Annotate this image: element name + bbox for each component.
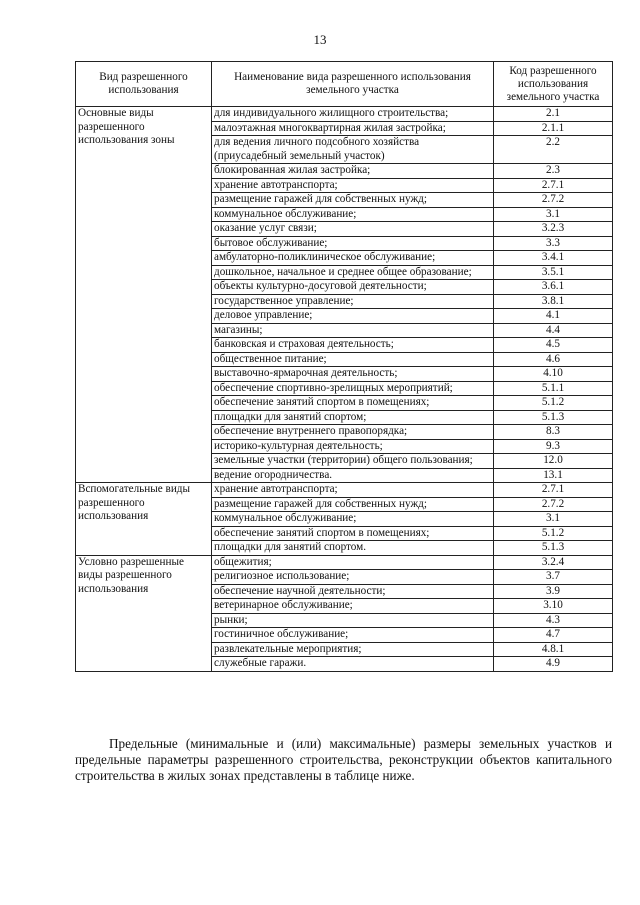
use-code-cell: 5.1.2 bbox=[494, 396, 613, 411]
use-code-cell: 12.0 bbox=[494, 454, 613, 469]
use-name-cell: обеспечение занятий спортом в помещениях; bbox=[212, 526, 494, 541]
table-row bbox=[76, 483, 613, 498]
use-code-cell: 3.3 bbox=[494, 236, 613, 251]
table-row bbox=[76, 107, 613, 122]
use-code-cell: 2.7.2 bbox=[494, 497, 613, 512]
use-name-cell: магазины; bbox=[212, 323, 494, 338]
page-number: 13 bbox=[313, 32, 327, 47]
use-code-cell: 4.7 bbox=[494, 628, 613, 643]
category-cell: Условно разрешенные виды разрешенного использования bbox=[76, 555, 212, 671]
use-name-cell: общежития; bbox=[212, 555, 494, 570]
table-row bbox=[76, 555, 613, 570]
use-code-cell: 2.7.2 bbox=[494, 193, 613, 208]
use-code-cell: 4.10 bbox=[494, 367, 613, 382]
use-name-cell: хранение автотранспорта; bbox=[212, 483, 494, 498]
table-body bbox=[76, 107, 613, 672]
use-code-cell: 4.5 bbox=[494, 338, 613, 353]
use-code-cell: 2.1 bbox=[494, 107, 613, 122]
use-code-cell: 2.2 bbox=[494, 136, 613, 164]
use-name-cell: размещение гаражей для собственных нужд; bbox=[212, 193, 494, 208]
use-name-cell: ветеринарное обслуживание; bbox=[212, 599, 494, 614]
header-code: Код разрешенного использования земельного участка bbox=[494, 62, 613, 107]
use-name-cell: религиозное использование; bbox=[212, 570, 494, 585]
use-name-cell: гостиничное обслуживание; bbox=[212, 628, 494, 643]
use-code-cell: 4.4 bbox=[494, 323, 613, 338]
header-type: Вид разрешенного использования bbox=[76, 62, 212, 107]
use-name-cell: историко-культурная деятельность; bbox=[212, 439, 494, 454]
use-code-cell: 3.8.1 bbox=[494, 294, 613, 309]
use-name-cell: коммунальное обслуживание; bbox=[212, 512, 494, 527]
use-name-cell: для ведения личного подсобного хозяйства (приусадебный земельный участок) bbox=[212, 136, 494, 164]
use-code-cell: 5.1.3 bbox=[494, 541, 613, 556]
use-code-cell: 3.1 bbox=[494, 512, 613, 527]
use-name-cell: размещение гаражей для собственных нужд; bbox=[212, 497, 494, 512]
use-code-cell: 9.3 bbox=[494, 439, 613, 454]
use-name-cell: обеспечение научной деятельности; bbox=[212, 584, 494, 599]
use-name-cell: бытовое обслуживание; bbox=[212, 236, 494, 251]
use-code-cell: 3.9 bbox=[494, 584, 613, 599]
use-name-cell: коммунальное обслуживание; bbox=[212, 207, 494, 222]
use-name-cell: хранение автотранспорта; bbox=[212, 178, 494, 193]
use-code-cell: 5.1.2 bbox=[494, 526, 613, 541]
use-code-cell: 2.1.1 bbox=[494, 121, 613, 136]
table-header-row bbox=[76, 62, 613, 107]
use-name-cell: выставочно-ярмарочная деятельность; bbox=[212, 367, 494, 382]
use-code-cell: 4.3 bbox=[494, 613, 613, 628]
use-name-cell: площадки для занятий спортом. bbox=[212, 541, 494, 556]
use-name-cell: рынки; bbox=[212, 613, 494, 628]
use-code-cell: 4.8.1 bbox=[494, 642, 613, 657]
use-name-cell: для индивидуального жилищного строительства; bbox=[212, 107, 494, 122]
use-name-cell: дошкольное, начальное и среднее общее образование; bbox=[212, 265, 494, 280]
use-code-cell: 5.1.3 bbox=[494, 410, 613, 425]
use-code-cell: 4.1 bbox=[494, 309, 613, 324]
use-name-cell: деловое управление; bbox=[212, 309, 494, 324]
use-name-cell: общественное питание; bbox=[212, 352, 494, 367]
use-name-cell: блокированная жилая застройка; bbox=[212, 164, 494, 179]
use-name-cell: малоэтажная многоквартирная жилая застройка; bbox=[212, 121, 494, 136]
use-name-cell: обеспечение спортивно-зрелищных мероприятий; bbox=[212, 381, 494, 396]
use-name-cell: обеспечение внутреннего правопорядка; bbox=[212, 425, 494, 440]
use-code-cell: 3.6.1 bbox=[494, 280, 613, 295]
use-name-cell: развлекательные мероприятия; bbox=[212, 642, 494, 657]
use-code-cell: 4.9 bbox=[494, 657, 613, 672]
use-code-cell: 3.4.1 bbox=[494, 251, 613, 266]
land-use-table bbox=[75, 61, 613, 672]
use-name-cell: обеспечение занятий спортом в помещениях; bbox=[212, 396, 494, 411]
use-name-cell: оказание услуг связи; bbox=[212, 222, 494, 237]
category-cell: Вспомогательные виды разрешенного использования bbox=[76, 483, 212, 556]
use-code-cell: 8.3 bbox=[494, 425, 613, 440]
use-code-cell: 5.1.1 bbox=[494, 381, 613, 396]
use-code-cell: 3.10 bbox=[494, 599, 613, 614]
use-name-cell: ведение огородничества. bbox=[212, 468, 494, 483]
header-name: Наименование вида разрешенного использования земельного участка bbox=[212, 62, 494, 107]
use-code-cell: 13.1 bbox=[494, 468, 613, 483]
use-code-cell: 3.5.1 bbox=[494, 265, 613, 280]
category-cell: Основные виды разрешенного использования зоны bbox=[76, 107, 212, 483]
use-code-cell: 2.7.1 bbox=[494, 178, 613, 193]
use-code-cell: 2.7.1 bbox=[494, 483, 613, 498]
use-code-cell: 3.1 bbox=[494, 207, 613, 222]
use-name-cell: амбулаторно-поликлиническое обслуживание; bbox=[212, 251, 494, 266]
use-name-cell: банковская и страховая деятельность; bbox=[212, 338, 494, 353]
use-name-cell: служебные гаражи. bbox=[212, 657, 494, 672]
use-name-cell: объекты культурно-досуговой деятельности; bbox=[212, 280, 494, 295]
use-code-cell: 3.2.3 bbox=[494, 222, 613, 237]
use-name-cell: земельные участки (территории) общего пользования; bbox=[212, 454, 494, 469]
use-code-cell: 3.2.4 bbox=[494, 555, 613, 570]
use-code-cell: 3.7 bbox=[494, 570, 613, 585]
use-code-cell: 4.6 bbox=[494, 352, 613, 367]
body-paragraph: Предельные (минимальные и (или) максимальные) размеры земельных участков и предельные параметры разрешенного строительства, реконструкции объектов капитального строительства в жилых зонах представлены в таблице ниже. bbox=[75, 736, 612, 783]
use-name-cell: площадки для занятий спортом; bbox=[212, 410, 494, 425]
use-name-cell: государственное управление; bbox=[212, 294, 494, 309]
use-code-cell: 2.3 bbox=[494, 164, 613, 179]
